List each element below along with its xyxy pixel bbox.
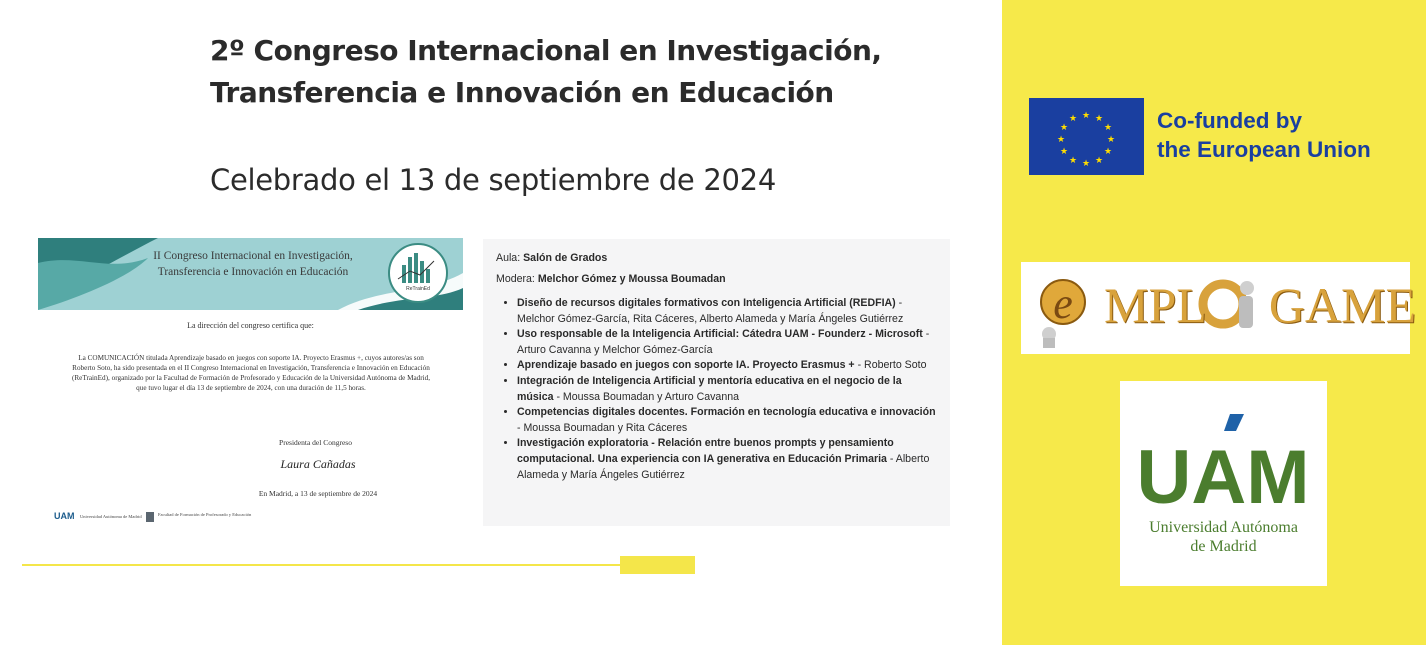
buildings-icon: [390, 249, 446, 289]
eu-flag-icon: [1029, 98, 1144, 175]
session-item: • Uso responsable de la Inteligencia Artificial: Cátedra UAM - Founderz - Microsoft - Arturo Cavanna y Melchor Gómez-García: [517, 327, 938, 358]
signature: Laura Cañadas: [280, 457, 356, 471]
svg-text:★: ★: [1056, 135, 1066, 145]
certificate-image: [38, 238, 463, 524]
room-label: Aula:: [496, 252, 521, 264]
faculty-small-text: Facultad de Formación de Profesorado y Educación: [158, 512, 252, 517]
svg-text:UAM: UAM: [1136, 435, 1310, 516]
moderator-value: Melchor Gómez y Moussa Boumadan: [537, 273, 726, 285]
moderator-line: [496, 272, 938, 286]
room-line: [496, 251, 938, 265]
uam-logo-art: [1120, 381, 1327, 516]
retrained-logo: [388, 243, 448, 303]
svg-text:★: ★: [1103, 123, 1113, 133]
page-title: 2º Congreso Internacional en Investigación, Transferencia e Innovación en Educación: [210, 34, 882, 109]
svg-text:★: ★: [1103, 147, 1113, 157]
svg-text:★: ★: [1094, 114, 1104, 124]
divider-line: [22, 564, 622, 566]
svg-text:★: ★: [1106, 135, 1116, 145]
event-date-subtitle: Celebrado el 13 de septiembre de 2024: [210, 163, 776, 197]
president-label: Presidenta del Congreso: [279, 438, 352, 447]
certificate-date: En Madrid, a 13 de septiembre de 2024: [258, 489, 378, 498]
session-item: • Aprendizaje basado en juegos con soporte IA. Proyecto Erasmus + - Roberto Soto: [517, 358, 938, 374]
session-list: [496, 296, 938, 483]
svg-text:★: ★: [1081, 111, 1091, 121]
program-panel: [483, 239, 950, 526]
retrained-logo-text: ReTrainEd: [406, 286, 430, 292]
faculty-icon: [146, 512, 154, 522]
svg-text:★: ★: [1068, 114, 1078, 124]
uam-small-logo: UAM: [54, 511, 75, 521]
svg-text:★: ★: [1068, 156, 1078, 166]
svg-text:★: ★: [1059, 147, 1069, 157]
session-item: • Competencias digitales docentes. Formación en tecnología educativa e innovación - Moussa Boumadan y Rita Cáceres: [517, 405, 938, 436]
eu-stars-icon: [1029, 98, 1144, 175]
certifies-text: La dirección del congreso certifica que:: [187, 321, 314, 330]
certificate-body: La COMUNICACIÓN titulada Aprendizaje basado en juegos con soporte IA. Proyecto Erasmus +, cuyos autores/as son Roberto Soto, ha sido presentada en el II Congreso Internacional en Investigación, Transferencia e Innovación en Educación (ReTrainEd), organizado por la Facultad de Formación de Profesorado y Educación de la Universidad Autónoma de Madrid, que tuvo lugar el día 13 de septiembre de 2024, con una duración de 11,5 horas.: [71, 354, 431, 392]
session-item: • Integración de Inteligencia Artificial y mentoría educativa en el negocio de la música - Moussa Boumadan y Arturo Cavanna: [517, 374, 938, 405]
svg-text:e: e: [1053, 279, 1073, 328]
svg-text:★: ★: [1059, 123, 1069, 133]
session-item: • Diseño de recursos digitales formativos con Inteligencia Artificial (REDFIA) - Melchor Gómez-García, Rita Cáceres, Alberto Alameda y María Ángeles Gutiérrez: [517, 296, 938, 327]
emplogame-text: MPL GAME: [1104, 277, 1417, 333]
certificate-header: [38, 238, 463, 310]
certificate-title: II Congreso Internacional en Investigación, Transferencia e Innovación en Educación: [153, 250, 353, 278]
uam-name-text: Universidad Autónoma de Madrid: [1149, 519, 1298, 555]
room-value: Salón de Grados: [523, 252, 608, 264]
divider-accent: [620, 556, 695, 574]
svg-text:★: ★: [1094, 156, 1104, 166]
moderator-label: Modera:: [496, 273, 535, 285]
svg-text:★: ★: [1081, 159, 1091, 169]
eu-cofunded-text: Co-funded by the European Union: [1157, 108, 1371, 162]
session-item: • Investigación exploratoria - Relación entre buenos prompts y pensamiento computacional. Una experiencia con IA generativa en Educación Primaria - Alberto Alameda y María Ángeles Gutiérrez: [517, 436, 938, 483]
uam-small-text: Universidad Autónoma de Madrid: [80, 514, 142, 519]
